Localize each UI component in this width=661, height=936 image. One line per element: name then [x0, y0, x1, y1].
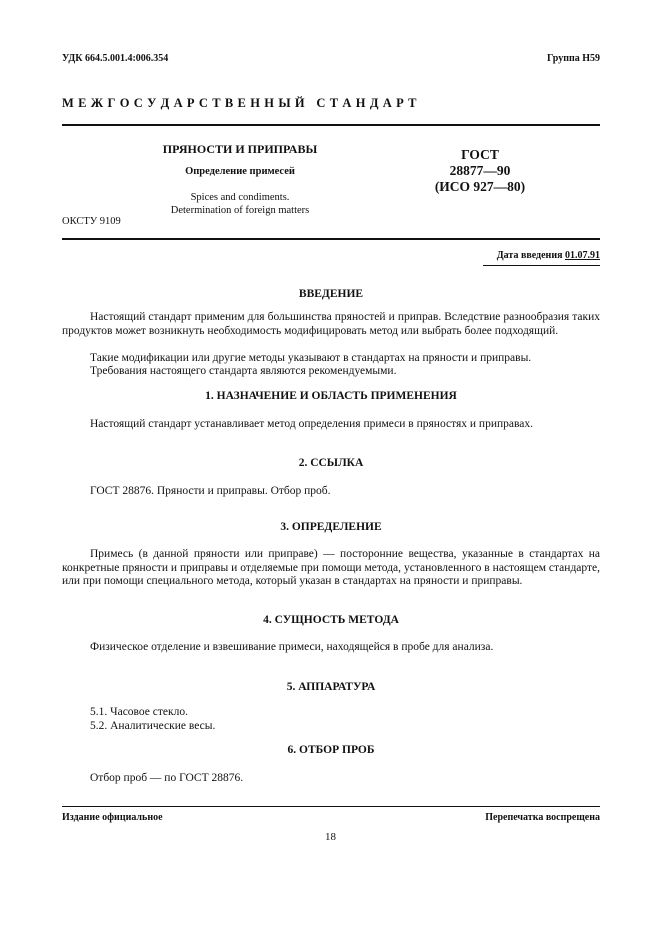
intro-paragraph-3: Требования настоящего стандарта являются рекомендуемыми. — [90, 365, 397, 377]
intro-heading: ВВЕДЕНИЕ — [298, 288, 364, 300]
section-2-heading: 2. ССЫЛКА — [298, 457, 364, 469]
group-code: Группа Н59 — [547, 53, 600, 64]
gost-number: 28877—90 — [449, 163, 511, 178]
title-en-line1: Spices and condiments. — [190, 192, 290, 203]
title-rule — [62, 238, 600, 240]
intro-date — [497, 250, 600, 261]
subtitle-ru: Определение примесей — [185, 166, 295, 177]
section-4-heading: 4. СУЩНОСТЬ МЕТОДА — [263, 614, 399, 626]
intro-paragraph-1: Настоящий стандарт применим для большинства пряностей и приправ. Вследствие разнообразия таких продуктов может возникнуть необходимость модифицировать метод или выбрать более подходящий. — [62, 311, 600, 337]
apparatus-list — [90, 706, 600, 733]
section-1-text: Настоящий стандарт устанавливает метод определения примеси в пряностях и приправах. — [90, 418, 533, 430]
udk-code: УДК 664.5.001.4:006.354 — [62, 53, 169, 64]
top-rule — [62, 124, 600, 126]
intro-date-value: 01.07.91 — [565, 250, 600, 261]
standard-banner: М Е Ж Г О С У Д А Р С Т В Е Н Н Ы Й С Т А Н Д А Р Т — [62, 96, 418, 110]
section-3-text: Примесь (в данной пряности или приправе) — посторонние вещества, указанные в стандартах на конкретные пряности и приправы и отделяемые при помощи метода, установленного в настоящем стандарте, или при помощи специального метода, который указан в стандартах на пряности и приправы. — [62, 548, 600, 587]
footer-reprint: Перепечатка воспрещена — [485, 812, 600, 823]
intro-date-label: Дата введения — [496, 250, 563, 261]
footer-official: Издание официальное — [62, 812, 163, 823]
section-6-text: Отбор проб — по ГОСТ 28876. — [90, 772, 244, 784]
apparatus-item-2: 5.2. Аналитические весы. — [90, 719, 216, 732]
section-1-heading: 1. НАЗНАЧЕНИЕ И ОБЛАСТЬ ПРИМЕНЕНИЯ — [205, 390, 457, 402]
section-6-heading: 6. ОТБОР ПРОБ — [287, 744, 375, 756]
okstu-code: ОКСТУ 9109 — [62, 216, 121, 227]
page-number: 18 — [325, 831, 336, 843]
date-underline — [483, 265, 600, 266]
section-3-heading: 3. ОПРЕДЕЛЕНИЕ — [280, 521, 382, 533]
section-4-text: Физическое отделение и взвешивание примеси, находящейся в пробе для анализа. — [90, 641, 494, 653]
title-en-line2: Determination of foreign matters — [170, 205, 310, 216]
gost-block — [420, 147, 540, 195]
gost-label: ГОСТ — [461, 147, 499, 162]
apparatus-item-1: 5.1. Часовое стекло. — [90, 706, 188, 718]
iso-number: (ИСО 927—80) — [434, 179, 526, 194]
title-ru: ПРЯНОСТИ И ПРИПРАВЫ — [162, 142, 318, 156]
intro-paragraph-2: Такие модификации или другие методы указывают в стандартах на пряности и приправы. — [90, 352, 532, 364]
section-2-text: ГОСТ 28876. Пряности и приправы. Отбор проб. — [90, 485, 331, 497]
footer-rule — [62, 806, 600, 807]
section-5-heading: 5. АППАРАТУРА — [286, 681, 376, 693]
